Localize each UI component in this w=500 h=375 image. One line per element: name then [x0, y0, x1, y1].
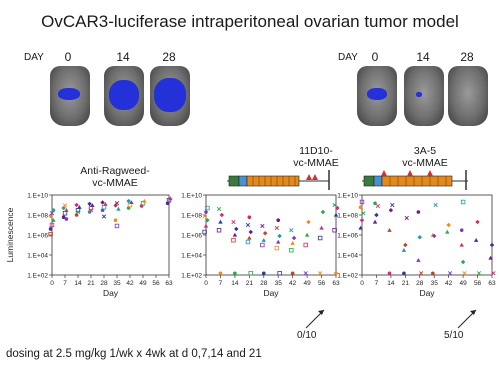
- y-tick-label: 1.E+08: [27, 212, 48, 220]
- data-point: [233, 233, 237, 237]
- data-point: [218, 220, 222, 224]
- x-tick-label: 56: [152, 280, 160, 287]
- x-tick-label: 63: [165, 280, 173, 287]
- data-point: [373, 220, 377, 224]
- y-tick-label: 1.E+04: [27, 252, 48, 260]
- data-point: [416, 258, 420, 262]
- data-point: [63, 204, 67, 208]
- x-tick-label: 0: [50, 280, 54, 287]
- data-point: [102, 215, 106, 219]
- day-0-right: 0: [371, 50, 379, 64]
- x-tick-label: 21: [87, 280, 95, 287]
- x-axis-label: Day: [102, 288, 119, 298]
- x-axis-label: Day: [263, 288, 279, 298]
- data-point: [460, 228, 464, 232]
- data-point: [461, 260, 465, 264]
- y-tick-label: 1.E+04: [337, 252, 358, 260]
- x-tick-label: 28: [416, 280, 424, 287]
- y-tick-label: 1.E+10: [181, 192, 202, 200]
- data-point: [220, 213, 224, 217]
- data-point: [289, 228, 293, 232]
- x-tick-label: 35: [113, 280, 121, 287]
- data-point: [446, 223, 450, 227]
- x-tick-label: 56: [317, 280, 326, 287]
- data-point: [65, 217, 69, 221]
- data-point: [405, 216, 409, 220]
- data-point: [360, 218, 364, 222]
- data-point: [275, 246, 279, 250]
- data-point: [474, 238, 478, 242]
- data-point: [247, 236, 251, 240]
- data-point: [319, 226, 323, 230]
- data-point: [463, 271, 467, 275]
- x-tick-label: 63: [488, 280, 496, 287]
- data-point: [275, 226, 279, 230]
- data-point: [434, 203, 438, 207]
- data-point: [74, 203, 78, 207]
- x-tick-label: 56: [473, 280, 482, 287]
- day-28-left: 28: [162, 50, 176, 64]
- data-point: [52, 208, 56, 212]
- data-point: [115, 201, 119, 205]
- data-point: [448, 271, 452, 275]
- day-14-left: 14: [116, 50, 130, 64]
- data-point: [100, 200, 104, 204]
- y-axis-label: Luminescence: [5, 207, 15, 263]
- data-point: [234, 227, 238, 231]
- day-0-left: 0: [64, 50, 72, 64]
- data-point: [116, 207, 120, 211]
- page-title: OvCAR3-luciferase intraperitoneal ovarian tumor model: [41, 12, 459, 31]
- day-14-right: 14: [416, 50, 430, 64]
- x-tick-label: 49: [303, 280, 311, 287]
- x-tick-label: 63: [332, 280, 340, 287]
- y-tick-label: 1.E+10: [337, 192, 358, 200]
- data-point: [63, 211, 67, 215]
- y-tick-label: 1.E+06: [337, 232, 358, 240]
- data-point: [115, 224, 119, 228]
- data-point: [417, 210, 421, 214]
- luminescence-charts: [0, 185, 500, 335]
- data-point: [304, 243, 308, 247]
- x-tick-label: 14: [387, 280, 395, 287]
- mouse-image-right-day14: [404, 66, 444, 126]
- data-point: [376, 204, 380, 208]
- dosing-note: dosing at 2.5 mg/kg 1/wk x 4wk at d 0,7,14 and 21: [6, 348, 262, 360]
- x-tick-label: 42: [445, 280, 453, 287]
- mouse-image-left-day14: [104, 66, 144, 126]
- data-point: [460, 243, 464, 247]
- count-arrow-11d10: [300, 306, 330, 330]
- data-point: [142, 199, 146, 203]
- data-point: [475, 220, 479, 224]
- mouse-image-left-day28: [150, 66, 190, 126]
- data-point: [359, 205, 363, 209]
- data-point: [204, 224, 208, 228]
- x-tick-label: 21: [245, 280, 253, 287]
- plot-frame-3: [362, 195, 492, 275]
- x-tick-label: 35: [430, 280, 438, 287]
- data-point: [387, 228, 391, 232]
- data-point: [276, 218, 280, 222]
- data-point: [321, 210, 325, 214]
- data-point: [388, 271, 392, 275]
- x-tick-label: 7: [218, 280, 223, 287]
- x-tick-label: 7: [63, 280, 67, 287]
- mouse-image-left-day0: [50, 66, 90, 126]
- y-tick-label: 1.E+02: [181, 272, 202, 280]
- count-arrow-3a5: [452, 306, 482, 330]
- x-tick-label: 14: [231, 280, 239, 287]
- data-point: [233, 271, 237, 275]
- chart-title-3: 3A-5 vc-MMAE: [402, 145, 448, 169]
- data-point: [219, 271, 223, 275]
- day-28-right: 28: [460, 50, 474, 64]
- data-point: [418, 235, 422, 239]
- data-point: [390, 203, 394, 207]
- data-point: [389, 208, 393, 212]
- data-point: [318, 236, 322, 240]
- x-tick-label: 0: [360, 280, 364, 287]
- data-point: [277, 234, 281, 238]
- y-tick-label: 1.E+06: [181, 232, 202, 240]
- chart-title-2: 11D10- vc-MMAE: [293, 145, 339, 169]
- y-tick-label: 1.E+08: [181, 212, 202, 220]
- data-point: [262, 271, 266, 275]
- mouse-image-right-day28: [448, 66, 488, 126]
- responder-count-3a5: 5/10: [444, 330, 464, 341]
- x-tick-label: 7: [374, 280, 379, 287]
- data-point: [248, 215, 252, 219]
- x-tick-label: 0: [204, 280, 208, 287]
- day-label-right: DAY: [338, 52, 358, 63]
- payload-icon: [306, 174, 318, 180]
- data-point: [217, 207, 221, 211]
- plot-frame-2: [206, 195, 336, 275]
- plot-frame-1: [52, 195, 169, 275]
- y-tick-label: 1.E+10: [27, 192, 48, 200]
- data-point: [261, 224, 265, 228]
- data-point: [403, 243, 407, 247]
- data-point: [232, 220, 236, 224]
- data-point: [262, 238, 266, 242]
- data-point: [276, 240, 280, 244]
- y-tick-label: 1.E+02: [337, 272, 358, 280]
- data-point: [249, 230, 253, 234]
- data-point: [246, 240, 250, 244]
- y-tick-label: 1.E+02: [27, 272, 48, 280]
- x-tick-label: 42: [289, 280, 297, 287]
- payload-icon: [381, 170, 433, 176]
- data-point: [87, 202, 91, 206]
- data-point: [232, 238, 236, 242]
- x-tick-label: 14: [74, 280, 82, 287]
- data-point: [114, 218, 118, 222]
- data-point: [306, 220, 310, 224]
- x-tick-label: 35: [274, 280, 282, 287]
- mouse-image-right-day0: [357, 66, 397, 126]
- data-point: [402, 248, 406, 252]
- x-tick-label: 21: [401, 280, 409, 287]
- data-point: [289, 248, 293, 252]
- data-point: [419, 271, 423, 275]
- data-point: [318, 271, 322, 275]
- data-point: [373, 201, 377, 205]
- x-tick-label: 28: [100, 280, 108, 287]
- y-tick-label: 1.E+06: [27, 232, 48, 240]
- data-point: [291, 271, 295, 275]
- data-point: [278, 271, 282, 275]
- data-point: [445, 230, 449, 234]
- data-point: [402, 271, 406, 275]
- x-tick-label: 42: [126, 280, 134, 287]
- data-point: [249, 271, 253, 275]
- responder-count-11d10: 0/10: [297, 330, 317, 341]
- data-point: [263, 231, 267, 235]
- data-point: [290, 241, 294, 245]
- data-point: [261, 243, 265, 247]
- data-point: [461, 200, 465, 204]
- data-point: [292, 236, 296, 240]
- data-point: [304, 271, 308, 275]
- data-point: [490, 243, 494, 247]
- x-tick-label: 28: [260, 280, 268, 287]
- data-point: [374, 213, 378, 217]
- chart-title-1: Anti-Ragweed- vc-MMAE: [80, 165, 150, 189]
- x-tick-label: 49: [459, 280, 467, 287]
- data-point: [431, 271, 435, 275]
- data-point: [49, 227, 53, 231]
- data-point: [477, 271, 481, 275]
- data-point: [246, 223, 250, 227]
- data-point: [204, 210, 208, 214]
- x-axis-label: Day: [419, 288, 435, 298]
- day-label-left: DAY: [24, 52, 44, 63]
- data-point: [305, 233, 309, 237]
- y-tick-label: 1.E+08: [337, 212, 358, 220]
- y-tick-label: 1.E+04: [181, 252, 202, 260]
- data-point: [217, 228, 221, 232]
- x-tick-label: 49: [139, 280, 147, 287]
